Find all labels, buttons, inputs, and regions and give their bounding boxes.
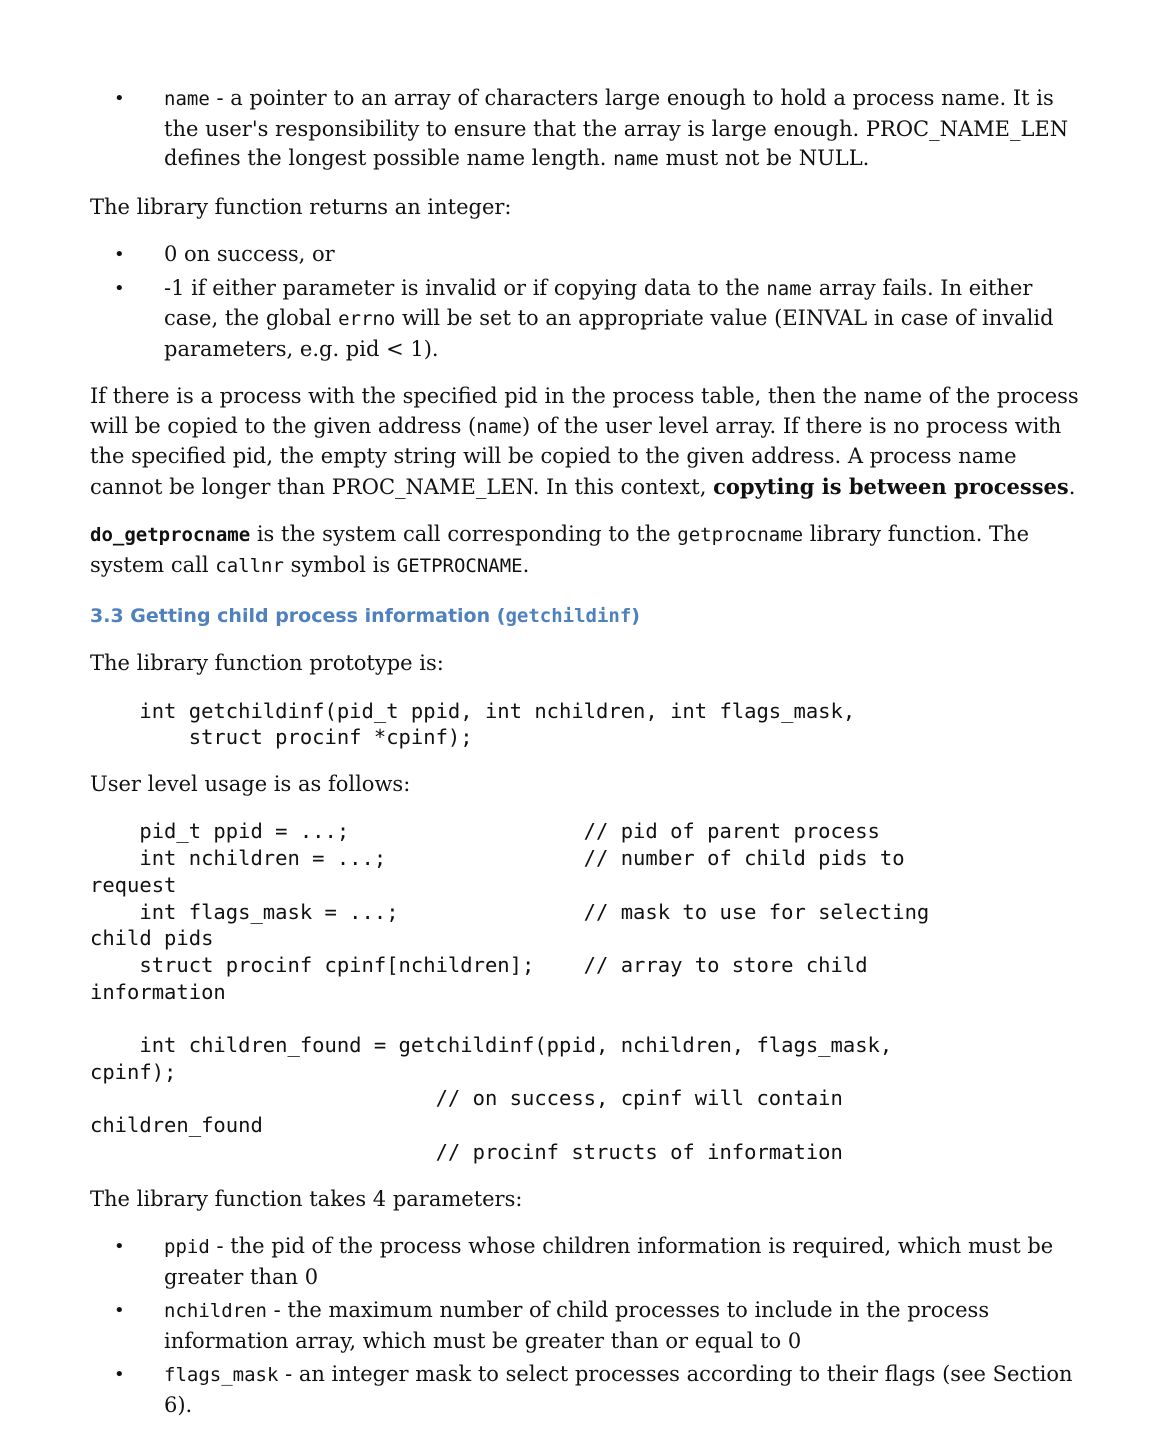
list-item-nchildren	[90, 1296, 1080, 1356]
list-item-name-param	[90, 84, 1080, 175]
usage-intro: User level usage is as follows:	[90, 771, 411, 796]
code-name: name	[613, 148, 659, 170]
list-item-success	[90, 240, 1080, 270]
syscall-text-b: library function. The system call	[90, 522, 1030, 577]
list-item-flags-mask	[90, 1360, 1080, 1420]
returns-item-failure-a: -1 if either parameter is invalid or if copying data to the	[164, 275, 767, 300]
process-text-c: .	[1068, 474, 1076, 499]
bullet-icon: •	[114, 277, 125, 299]
code-do-getprocname: do_getprocname	[90, 524, 251, 546]
process-text-a: If there is a process with the specified pid in the process table, then the name of the process will be copied to the given address (	[90, 384, 1079, 438]
bullet-icon: •	[114, 1236, 125, 1258]
prototype-intro: The library function prototype is:	[90, 651, 444, 675]
code-ppid: ppid	[164, 1236, 210, 1259]
syscall-text-a: is the system call corresponding to the	[250, 522, 678, 546]
process-text-b: ) of the user level array. If there is no process with the specified pid, the empty string will be copied to the given address. A process name cannot be longer than PROC_NAME_LEN. In this context,	[90, 413, 1062, 499]
bullet-icon: •	[114, 1364, 125, 1386]
code-getprocname: getprocname	[677, 524, 804, 546]
code-errno: errno	[338, 308, 396, 330]
params-intro: The library function takes 4 parameters:	[90, 1186, 523, 1211]
section-heading	[90, 601, 1080, 631]
usage-code-block: pid_t ppid = ...; // pid of parent process int nchildren = ...; // number of child pids to request int flags_mask = ...; // mask to use for selecting child pids struct procinf cpinf[nchildren]; // array to store child information int children_found = getchildinf(ppid, nchildren, flags_mask, cpinf); // on success, cpinf will contain children_found // procinf structs of information	[90, 819, 930, 1164]
code-name: name	[476, 415, 522, 438]
code-callnr: callnr	[215, 554, 284, 577]
code-nchildren: nchildren	[164, 1300, 267, 1323]
syscall-paragraph	[90, 520, 1080, 581]
flags-mask-text: - an integer mask to select processes according to their flags (see Section 6).	[164, 1362, 1073, 1417]
section-title-close: )	[631, 605, 640, 627]
returns-intro: The library function returns an integer:	[90, 194, 512, 219]
name-param-list	[90, 84, 1080, 175]
name-param-text: - a pointer to an array of characters large enough to hold a process name. It is the user's responsibility to ensure that the array is large enough. PROC_NAME_LEN defines the longest possible name length.	[164, 86, 1069, 170]
process-bold-text: copyting is between processes	[713, 473, 1069, 499]
code-name: name	[164, 88, 210, 110]
list-item-ppid	[90, 1232, 1080, 1292]
list-item-failure	[90, 274, 1080, 365]
section-title: 3.3 Getting child process information (	[90, 605, 506, 627]
nchildren-text: - the maximum number of child processes to include in the process information array, which must be greater than or equal to 0	[164, 1298, 990, 1353]
params-list	[90, 1232, 1080, 1420]
prototype-code-block: int getchildinf(pid_t ppid, int nchildren, int flags_mask, struct procinf *cpinf);	[139, 698, 856, 750]
returns-item-success: 0 on success, or	[164, 242, 335, 266]
section-code: getchildinf	[505, 605, 632, 627]
bullet-icon: •	[114, 244, 125, 265]
returns-item-failure-b: array fails. In either case, the global	[164, 275, 1033, 330]
process-paragraph	[90, 382, 1080, 502]
bullet-icon: •	[114, 88, 125, 109]
bullet-icon: •	[114, 1300, 125, 1322]
syscall-text-d: .	[522, 552, 530, 577]
code-getprocname-symbol: GETPROCNAME	[396, 554, 523, 577]
ppid-text: - the pid of the process whose children information is required, which must be greater than 0	[164, 1234, 1054, 1289]
code-flags-mask: flags_mask	[164, 1364, 279, 1387]
returns-item-failure-c: will be set to an appropriate value (EINVAL in case of invalid parameters, e.g. pid < 1).	[164, 306, 1054, 361]
name-param-text-end: must not be NULL.	[658, 146, 870, 170]
syscall-text-c: symbol is	[283, 552, 397, 577]
code-name: name	[766, 277, 813, 300]
returns-list	[90, 240, 1080, 364]
document-page	[90, 84, 1080, 1420]
